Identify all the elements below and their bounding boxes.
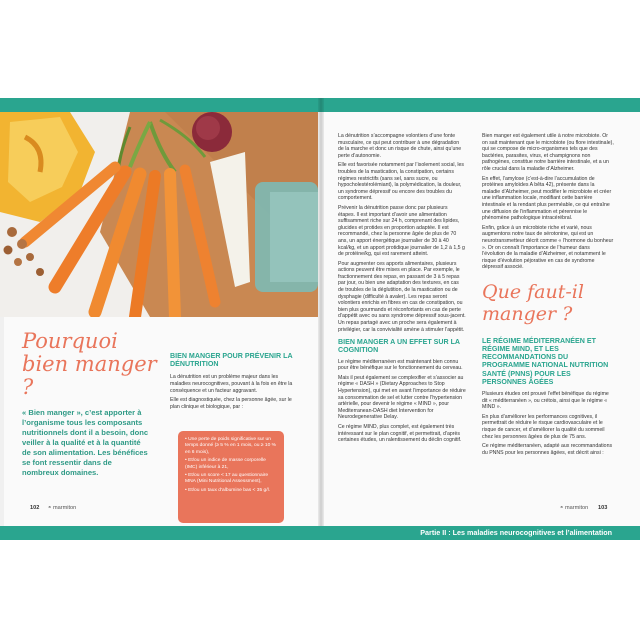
paragraph: Pour augmenter ces apports alimentaires, plusieurs actions peuvent être mises en place. Par exemple, le fractionnement des repas, en passant de 3 à 5 repas par jour, ou bien une adaptation des textures, en cas de troubles de la déglutition, de la mastication ou de dysphagie (difficulté à avaler). Les repas seront volontiers enrichis en fibres en cas de constipation, ou bien plus gourmands et réconfortants en cas de perte d’appétit avec ou sans syndrome dépressif sous-jacent. Un repas partagé avec un proche sera également à privilégier, car la convivialité amène à stimuler l’appétit.	[338, 260, 466, 333]
part-label: Partie II : Les maladies neurocognitives et l’alimentation	[420, 528, 612, 537]
marmiton-logo	[48, 505, 76, 511]
right-column-2	[482, 133, 614, 459]
paragraph: En effet, l’amylose (c’est-à-dire l’accumulation de protéines amyloïdes A bêta 42), présente dans la maladie d’Alzheimer, peut modifier le microbiote et créer une inflammation locale, modifiant cette barrière intestinale et la rendant plus perméable, ce qui entraîne une diffusion de l’inflammation et pérennise le phénomène pathologique intracérébral.	[482, 175, 612, 222]
paragraph: Prévenir la dénutrition passe donc par plusieurs étapes. Il est important d’avoir une alimentation suffisamment riche sur 24 h, comprenant des lipides, glucides et protides en proportion adaptée. Il est recommandé, chez la personne âgée de plus de 70 ans, un apport énergétique journalier de 30 à 40 kcal/kg, et un apport protidique journalier de 1,2 à 1,5 g de protéine/kg, qui est rarement atteint.	[338, 204, 465, 258]
logo-text: marmiton	[52, 505, 77, 511]
page-number-left: 102	[30, 505, 40, 511]
paragraph: En plus d’améliorer les performances cognitives, il permettrait de réduire le risque cardiovasculaire et le risque de cancer, et d’améliorer la qualité du sommeil chez les personnes âgées de plus de 75 ans.	[482, 413, 605, 440]
section-heading-mediterranean: LE RÉGIME MÉDITERRANÉEN ET RÉGIME MIND, ET LES RECOMMANDATIONS DU PROGRAMME NATIONAL NUTRITION SANTÉ (PNNS) POUR LES PERSONNES ÂGÉES	[482, 336, 609, 386]
right-section-title: Que faut-il manger ?	[482, 280, 584, 325]
marmiton-logo	[560, 505, 588, 511]
paragraph: Bien manger est également utile à notre microbiote. Or on sait maintenant que le microbiote (ou flore intestinale), qui se compose de micro-organismes tels que des bactéries, parasites, virus, et champignons non pathogènes, constitue notre barrière intestinale, et a un rôle crucial dans la maladie d’Alzheimer.	[482, 133, 614, 172]
paragraph: La dénutrition est un problème majeur dans les maladies neurocognitives, pouvant à la fois en être la conséquence et un facteur aggravant.	[170, 374, 293, 394]
logo-text: marmiton	[564, 505, 589, 511]
paragraph: Le régime méditerranéen est maintenant bien connu pour être bénéfique sur le fonctionnement du cerveau.	[338, 358, 463, 372]
vegetables-photo	[0, 112, 318, 317]
criteria-box	[178, 431, 284, 523]
paragraph: Ce régime MIND, plus complet, est également très intéressant sur le plan cognitif, et permettrait, d’après certaines études, un ralentissement du déclin cognitif.	[338, 423, 462, 444]
criteria-item: • Et/ou un taux d’albumine bas < 35 g/l.	[185, 487, 271, 493]
left-section-title: Pourquoi bien manger ?	[22, 329, 157, 399]
paragraph: Mais il peut également se complexifier et s’associer au régime « DASH » (Dietary Approaches to Stop Hypertension), qui met en avant l’importance de réduire sa consommation de sel et lutter contre l’hypertension artérielle, pour devenir le régime « MIND », pour Mediterranean-DASH diet Intervention for Neurodegenerative Delay.	[338, 374, 466, 421]
right-column-1	[338, 133, 466, 447]
paragraph: Elle est diagnostiquée, chez la personne âgée, sur le plan clinique et biologique, par :	[170, 397, 292, 410]
paragraph: Ce régime méditerranéen, adapté aux recommandations du PNNS pour les personnes âgées, est décrit ainsi :	[482, 443, 613, 456]
section-heading-denutrition: BIEN MANGER POUR PRÉVENIR LA DÉNUTRITION	[170, 352, 293, 369]
criteria-item: • Une perte de poids significative sur un temps donné (≥ 5 % en 1 mois, ou ≥ 10 % en 6 mois),	[185, 437, 277, 455]
page-number-right: 103	[598, 505, 608, 511]
section-body	[170, 374, 298, 410]
section-heading-cognition: BIEN MANGER A UN EFFET SUR LA COGNITION	[338, 338, 460, 355]
paragraph: La dénutrition s’accompagne volontiers d’une fonte musculaire, ce qui peut contribuer à une dégradation de la marche et donc un risque de chute, ainsi qu’une perte d’autonomie.	[338, 133, 462, 159]
paragraph: Plusieurs études ont prouvé l’effet bénéfique du régime dit « méditerranéen », ou crétois, ainsi que le régime « MIND ».	[482, 391, 609, 411]
criteria-item: • Et/ou un score < 17 au questionnaire MNA (Mini Nutritional Assessment),	[185, 473, 269, 485]
intro-paragraph: « Bien manger », c’est apporter à l’organisme tous les composants nutritionnels dont il a besoin, donc veiller à la qualité et à la quantité de son alimentation. Les bénéfices se font ressentir dans de nombreux domaines.	[22, 408, 149, 477]
paragraph: Elle est favorisée notamment par l’isolement social, les troubles de la mastication, la constipation, certains régimes restrictifs (sans sel, sans sucre, ou hypocholestérolémiant), la polymédication, la douleur, un syndrome dépressif ou encore des troubles du comportement.	[338, 162, 464, 202]
book-gutter	[318, 98, 324, 540]
chef-hat-icon: ◓	[48, 505, 53, 511]
criteria-item: • Et/ou un indice de masse corporelle (IMC) inférieur à 21,	[185, 458, 266, 470]
paragraph: Enfin, grâce à un microbiote riche et varié, nous augmentons notre taux de sérotonine, qui est un neurotransmetteur décrit comme « l’hormone du bonheur ». Or on connaît l’importance de l’humeur dans l’évolution de la maladie d’Alzheimer, et notamment le risque d’évolution péjorative en cas de syndrome dépressif associé.	[482, 224, 614, 271]
chef-hat-icon: ◓	[560, 505, 565, 511]
left-column-2	[170, 352, 298, 413]
